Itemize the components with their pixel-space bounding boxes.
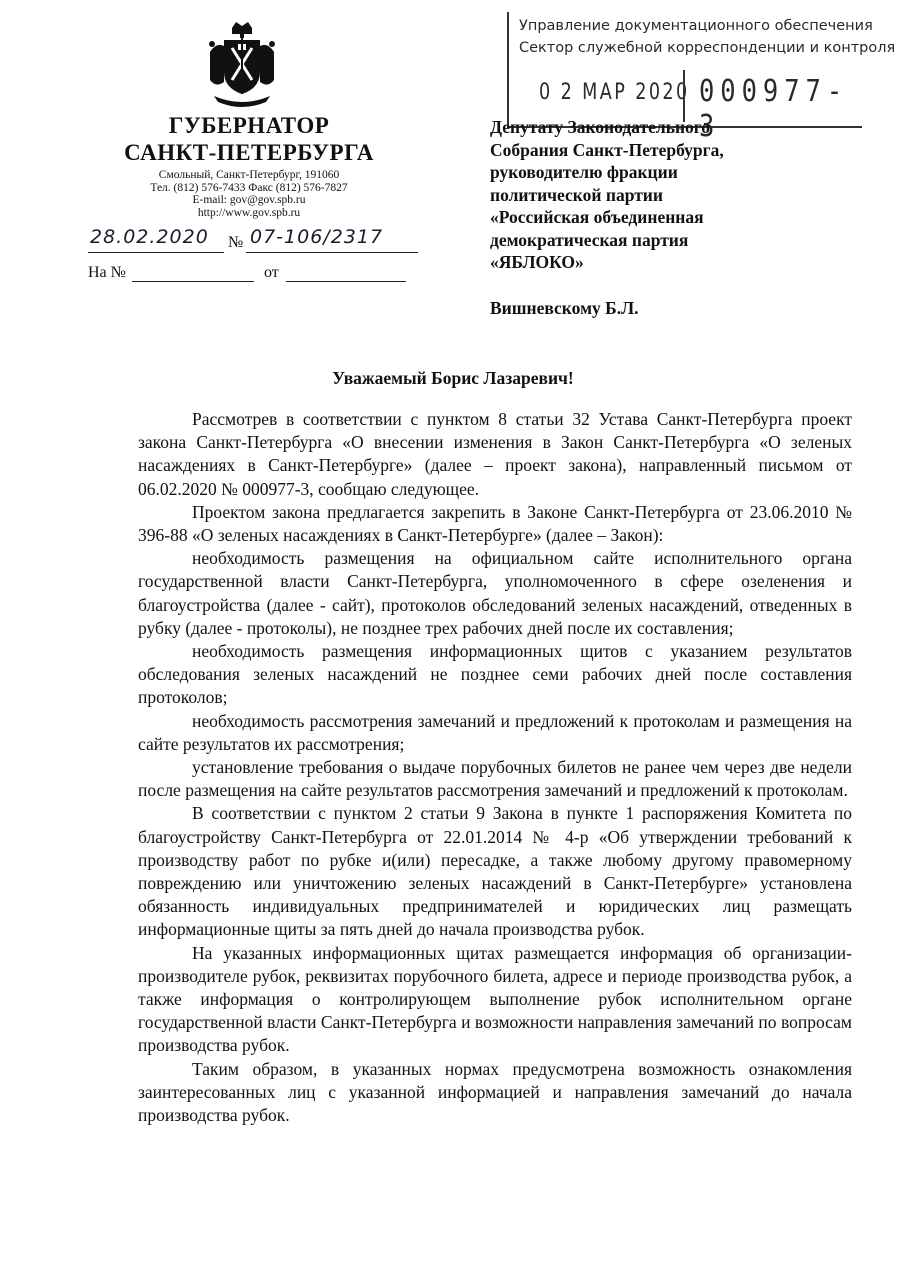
body-paragraph: Проектом закона предлагается закрепить в Законе Санкт-Петербурга от 23.06.2010 № 396-88 «О зеленых насаждениях в Санкт-Петербурге» (далее – Закон): xyxy=(138,501,852,546)
body-paragraph: необходимость размещения информационных щитов с указанием результатов обследования зеленых насаждений не позднее семи рабочих дней после составления протоколов; xyxy=(138,641,852,708)
date-underline xyxy=(88,252,224,253)
addressee-line: демократическая партия xyxy=(490,229,689,250)
body-paragraph: необходимость рассмотрения замечаний и предложений к протоколам и размещения на сайте результатов их рассмотрения; xyxy=(138,710,852,754)
body-paragraph: На указанных информационных щитах размещается информация об организации-производителе рубок, реквизитах порубочного билета, адресе и периоде производства рубок, а также информация о контролирующем выполнение рубок исполнительном органе государственной власти Санкт-Петербурга и возможности направления замечаний по вопросам производства рубок. xyxy=(138,942,852,1056)
addressee-block xyxy=(490,116,870,274)
contact-phone: Тел. (812) 576-7433 Факс (812) 576-7827 xyxy=(150,181,348,194)
contact-website: http://www.gov.spb.ru xyxy=(197,206,301,219)
salutation: Уважаемый Борис Лазаревич! xyxy=(332,368,574,388)
registration-stamp xyxy=(507,12,896,144)
addressee-line: «ЯБЛОКО» xyxy=(490,252,584,272)
body-paragraph: Таким образом, в указанных нормах предусмотрена возможность ознакомления заинтересованных лиц с указанной информацией и направления замечаний до начала производства рубок. xyxy=(138,1058,852,1126)
addressee-name: Вишневскому Б.Л. xyxy=(490,298,639,318)
addressee-line: Депутату Законодательного xyxy=(490,117,711,137)
governor-title xyxy=(120,112,378,166)
number-label: № xyxy=(228,234,244,251)
body-paragraph: В соответствии с пунктом 2 статьи 9 Закона в пункте 1 распоряжения Комитета по благоустройству Санкт-Петербурга от 22.01.2014 № 4-р «Об утверждении требований к производству работ по рубке и(или) пересадке, а также любому другому правомерному повреждению или уничтожению зеленых насаждений в Санкт-Петербурге» установлена обязанность индивидуальных предпринимателей и юридических лиц размещать информационные щиты за пять дней до начала производства рубок. xyxy=(138,803,852,940)
letter-body xyxy=(138,408,852,1127)
registration-line xyxy=(88,226,428,256)
title-line-2: САНКТ-ПЕТЕРБУРГА xyxy=(124,140,374,165)
ref-label: На № xyxy=(88,264,126,281)
contact-block xyxy=(120,169,378,219)
stamp-department: Управление документационного обеспечения xyxy=(519,18,873,34)
from-underline xyxy=(286,281,406,282)
registration-date: 28.02.2020 xyxy=(90,226,209,248)
body-paragraph: необходимость размещения на официальном сайте исполнительного органа государственной власти Санкт-Петербурга, уполномоченного в сфере озеленения и благоустройства (далее - сайт), протоколов обследований зеленых насаждений, отведенных в рубку (далее - протоколы), не позднее трех рабочих дней после их составления; xyxy=(138,548,852,638)
stamp-number: 000977-3 xyxy=(699,74,849,144)
title-line-1: ГУБЕРНАТОР xyxy=(168,113,330,138)
coat-of-arms-emblem xyxy=(206,22,278,108)
contact-email: E-mail: gov@gov.spb.ru xyxy=(192,194,306,206)
from-label: от xyxy=(264,264,279,281)
stamp-sector: Сектор служебной корреспонденции и контроля xyxy=(519,40,896,56)
ref-underline xyxy=(132,281,254,282)
addressee-line: Собрания Санкт-Петербурга, xyxy=(490,139,724,160)
stamp-divider xyxy=(683,70,685,122)
contact-address: Смольный, Санкт-Петербург, 191060 xyxy=(158,169,340,181)
stamp-date: 0 2 МАР 2020 xyxy=(539,80,690,105)
registration-number: 07-106/2317 xyxy=(250,226,384,248)
body-paragraph: установление требования о выдаче порубочных билетов не ранее чем через две недели после размещения на сайте результатов рассмотрения замечаний и предложений к протоколам. xyxy=(138,757,852,801)
addressee-line: руководителю фракции xyxy=(490,162,678,182)
body-paragraph: Рассмотрев в соответствии с пунктом 8 статьи 32 Устава Санкт-Петербурга проект закона Санкт-Петербурга «О внесении изменения в Закон Санкт-Петербурга «О зеленых насаждениях в Санкт-Петербурге» (далее – проект закона), направленный письмом от 06.02.2020 № 000977-3, сообщаю следующее. xyxy=(138,409,852,499)
addressee-line: политической партии xyxy=(490,184,663,205)
addressee-line: «Российская объединенная xyxy=(490,207,704,227)
reference-line xyxy=(88,264,428,286)
number-underline xyxy=(246,252,418,253)
